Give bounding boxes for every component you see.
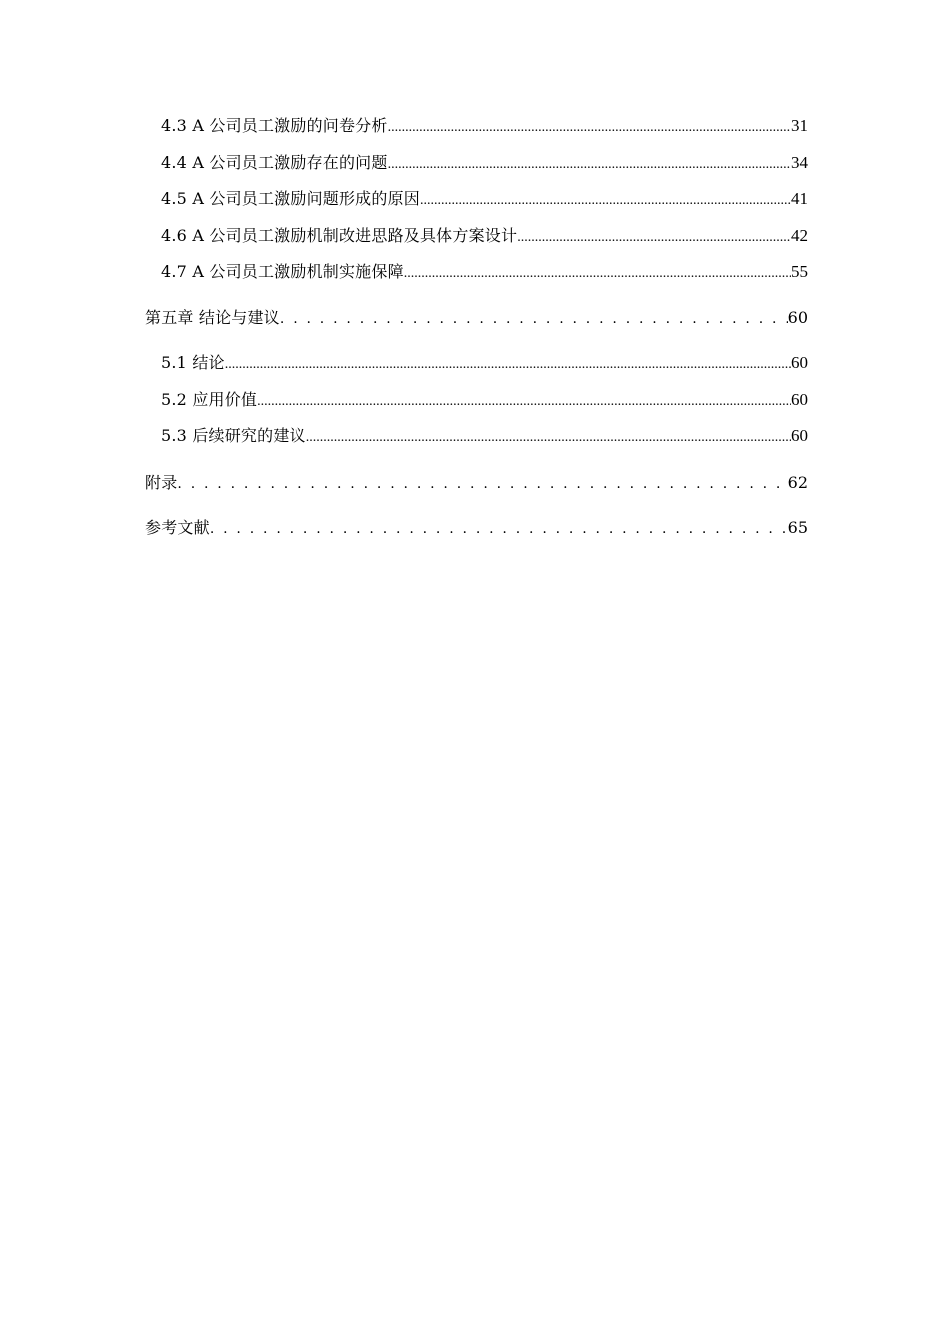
toc-entry-label: 4.3 A 公司员工激励的问卷分析	[161, 116, 388, 135]
toc-entry-appendix[interactable]	[145, 471, 808, 495]
toc-entry-page: 65	[787, 518, 808, 537]
dot-leader	[210, 516, 788, 540]
dot-leader	[306, 424, 791, 448]
dot-leader	[257, 388, 791, 412]
toc-entry-page: 41	[791, 189, 808, 208]
toc-entry-5-2[interactable]	[145, 388, 808, 412]
toc-entry-page: 60	[791, 353, 808, 372]
dot-leader	[388, 151, 791, 175]
toc-entry-label: 5.3 后续研究的建议	[161, 426, 306, 445]
dot-leader	[517, 224, 791, 248]
toc-entry-4-5[interactable]	[145, 187, 808, 211]
toc-entry-4-6[interactable]	[145, 224, 808, 248]
toc-entry-label: 5.2 应用价值	[161, 389, 258, 409]
toc-entry-label: 4.7 A 公司员工激励机制实施保障	[161, 262, 404, 281]
toc-entry-references[interactable]	[145, 516, 808, 540]
toc-entry-4-4[interactable]	[145, 151, 808, 175]
dot-leader	[177, 471, 787, 495]
toc-entry-label: 第五章 结论与建议	[145, 308, 280, 327]
toc-entry-4-7[interactable]	[145, 260, 808, 284]
toc-entry-page: 60	[791, 426, 808, 445]
toc-entry-page: 42	[791, 225, 808, 245]
toc-entry-chapter-5[interactable]	[145, 306, 808, 330]
toc-entry-label: 4.5 A 公司员工激励问题形成的原因	[161, 189, 420, 208]
toc-entry-label: 4.4 A 公司员工激励存在的问题	[161, 152, 388, 172]
toc-entry-5-1[interactable]	[145, 351, 808, 375]
toc-entry-page: 31	[791, 116, 808, 135]
toc-entry-label: 参考文献	[145, 518, 210, 537]
toc-entry-label: 4.6 A 公司员工激励机制改进思路及具体方案设计	[161, 225, 518, 245]
dot-leader	[420, 187, 791, 211]
dot-leader	[225, 351, 791, 375]
dot-leader	[404, 260, 791, 284]
toc-entry-5-3[interactable]	[145, 424, 808, 448]
dot-leader	[280, 306, 788, 330]
toc-entry-page: 60	[791, 389, 808, 409]
toc-entry-page: 62	[787, 473, 808, 492]
toc-entry-page: 55	[791, 262, 808, 281]
toc-entry-page: 34	[791, 152, 808, 172]
table-of-contents	[145, 114, 808, 561]
dot-leader	[388, 114, 791, 138]
toc-entry-page: 60	[787, 308, 808, 327]
toc-entry-label: 5.1 结论	[161, 353, 225, 372]
toc-entry-4-3[interactable]	[145, 114, 808, 138]
toc-entry-label: 附录	[145, 473, 178, 492]
